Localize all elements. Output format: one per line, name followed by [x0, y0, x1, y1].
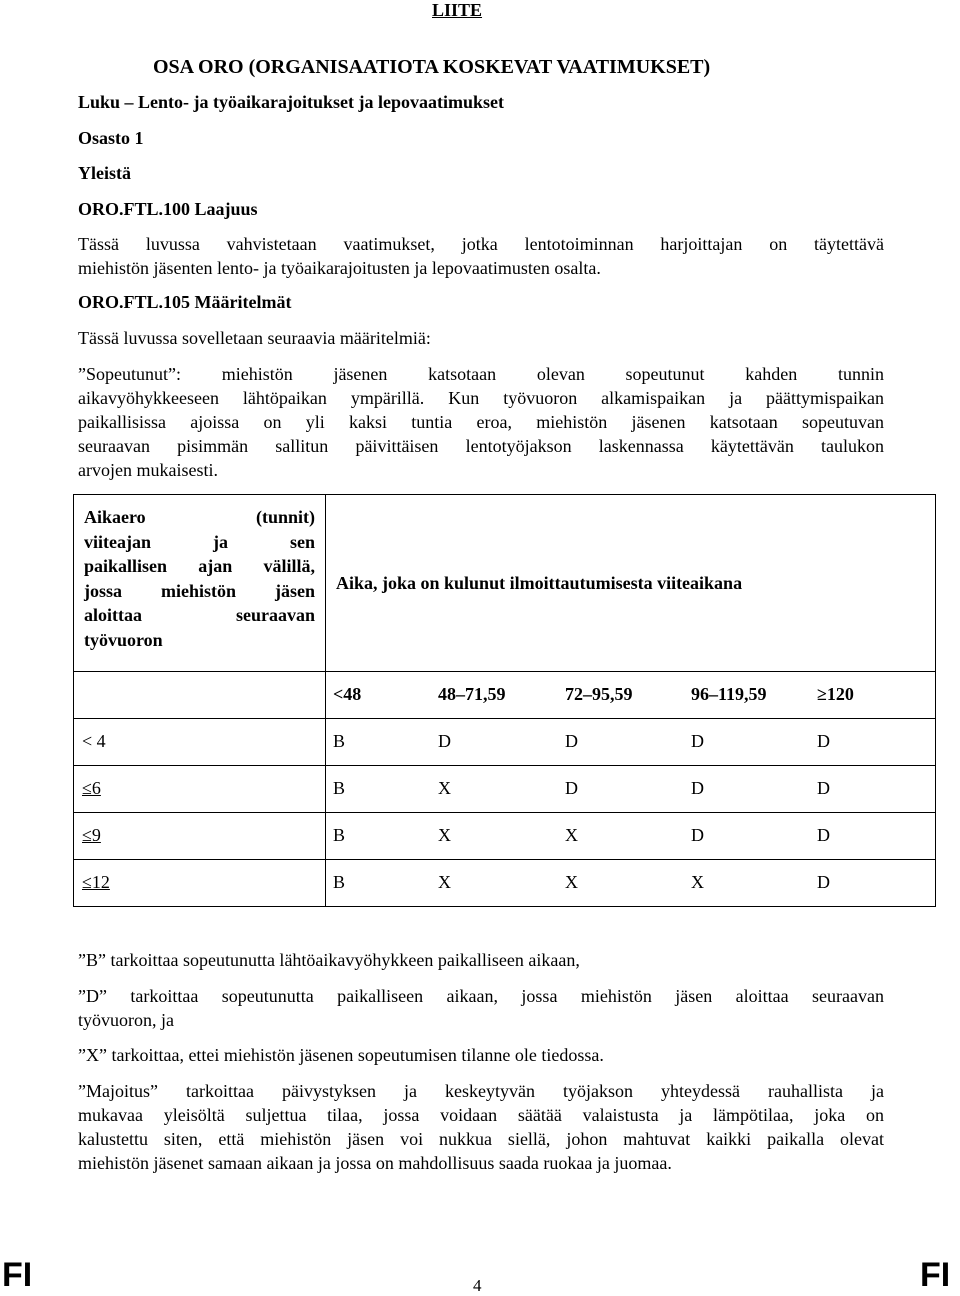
table-cell: D — [691, 731, 704, 751]
table-cell: D — [817, 778, 830, 798]
row-label: ≤6 — [82, 778, 101, 798]
page-number: 4 — [473, 1276, 482, 1295]
acclimatisation-table — [73, 494, 936, 907]
column-header: ≥120 — [817, 684, 854, 704]
row-label-cell — [74, 860, 326, 907]
article-100-line2: miehistön jäsenten lento- ja työaikarajoitusten ja lepovaatimusten osalta. — [78, 258, 601, 278]
note-d-line2: työvuoron, ja — [78, 1010, 174, 1030]
column-header: 72–95,59 — [565, 684, 633, 704]
left-header-line: jossa miehistön jäsen — [84, 580, 315, 601]
table-right-header: Aika, joka on kulunut ilmoittautumisesta viiteaikana — [326, 495, 936, 672]
accommodation-line1: ”Majoitus” tarkoittaa päivystyksen ja keskeytyvän työjakson yhteydessä rauhallista ja — [78, 1081, 884, 1101]
table-cell: X — [565, 825, 578, 845]
row-label: ≤12 — [82, 872, 110, 892]
table-left-header — [74, 495, 326, 672]
left-header-line: aloittaa seuraavan — [84, 605, 315, 625]
column-header: 48–71,59 — [438, 684, 506, 704]
accommodation-line4: miehistön jäsenet samaan aikaan ja jossa on mahdollisuus saada ruokaa ja juomaa. — [78, 1153, 672, 1173]
row-label-cell — [74, 719, 326, 766]
table-cell: B — [333, 872, 346, 892]
annex-label: LIITE — [432, 0, 483, 20]
definition-line3: paikallisissa ajoissa on yli kaksi tuntia eroa, miehistön jäsenen katsotaan sopeutuvan — [78, 412, 884, 432]
accommodation-line2: mukavaa yleisöltä suljettua tilaa, jossa voidaan säätää valaistusta ja lämpötilaa, joka on — [78, 1105, 884, 1125]
table-cell: X — [691, 872, 704, 892]
left-header-line: työvuoron — [84, 629, 163, 650]
note-x: ”X” tarkoittaa, ettei miehistön jäsenen sopeutumisen tilanne ole tiedossa. — [78, 1045, 604, 1065]
row-label: ≤9 — [82, 825, 101, 845]
left-header-line: Aikaero (tunnit) — [84, 507, 315, 527]
left-header-line: paikallisen ajan välillä, — [84, 556, 315, 576]
note-d-line1: ”D” tarkoittaa sopeutunutta paikalliseen aikaan, jossa miehistön jäsen aloittaa seuraavan — [78, 986, 884, 1006]
article-100-title: ORO.FTL.100 Laajuus — [78, 199, 258, 219]
note-b: ”B” tarkoittaa sopeutunutta lähtöaikavyöhykkeen paikalliseen aikaan, — [78, 950, 580, 970]
table-cell: D — [691, 825, 704, 845]
article-105-intro: Tässä luvussa sovelletaan seuraavia määritelmiä: — [78, 328, 431, 348]
subsection-heading: Yleistä — [78, 163, 131, 183]
table-cell: X — [438, 778, 451, 798]
table-cell: B — [333, 778, 346, 798]
table-cell: X — [438, 872, 451, 892]
row-label-cell — [74, 766, 326, 813]
article-100-line1: Tässä luvussa vahvistetaan vaatimukset, jotka lentotoiminnan harjoittajan on täytettävä — [78, 234, 884, 254]
table-cell: D — [438, 731, 451, 751]
table-column-headers — [326, 672, 936, 719]
definition-line5: arvojen mukaisesti. — [78, 460, 218, 480]
table-row — [326, 813, 936, 860]
column-header: <48 — [333, 684, 362, 704]
definition-line1: ”Sopeutunut”: miehistön jäsenen katsotaan olevan sopeutunut kahden tunnin — [78, 364, 884, 384]
section-heading: Osasto 1 — [78, 128, 144, 148]
table-row — [326, 766, 936, 813]
footer-language-left: FI — [2, 1256, 33, 1294]
table-cell: D — [817, 825, 830, 845]
footer-language-right: FI — [920, 1256, 951, 1294]
row-label: < 4 — [82, 731, 106, 751]
table-row — [326, 860, 936, 907]
left-header-line: viiteajan ja sen — [84, 531, 315, 552]
column-header: 96–119,59 — [691, 684, 767, 704]
definition-line2: aikavyöhykkeeseen lähtöpaikan ympärillä. Kun työvuoron alkamispaikan ja päättymispaikan — [78, 388, 884, 408]
chapter-heading: Luku – Lento- ja työaikarajoitukset ja lepovaatimukset — [78, 92, 505, 112]
definition-line4: seuraavan pisimmän sallitun päivittäisen lentotyöjakson laskennassa käytettävän taulukon — [78, 436, 884, 456]
table-cell: D — [565, 778, 578, 798]
table-cell: X — [438, 825, 451, 845]
table-row — [326, 719, 936, 766]
table-cell: D — [817, 872, 830, 892]
article-105-title: ORO.FTL.105 Määritelmät — [78, 292, 292, 312]
table-cell: D — [817, 731, 830, 751]
table-cell: D — [691, 778, 704, 798]
table-cell: B — [333, 825, 346, 845]
part-heading: OSA ORO (ORGANISAATIOTA KOSKEVAT VAATIMUKSET) — [153, 56, 711, 78]
table-cell: D — [565, 731, 578, 751]
table-empty-corner — [74, 672, 326, 719]
table-cell: B — [333, 731, 346, 751]
row-label-cell — [74, 813, 326, 860]
accommodation-line3: kalustettu siten, että miehistön jäsen voi nukkua siellä, johon mahtuvat kaikki paikalla olevat — [78, 1129, 884, 1149]
table-cell: X — [565, 872, 578, 892]
